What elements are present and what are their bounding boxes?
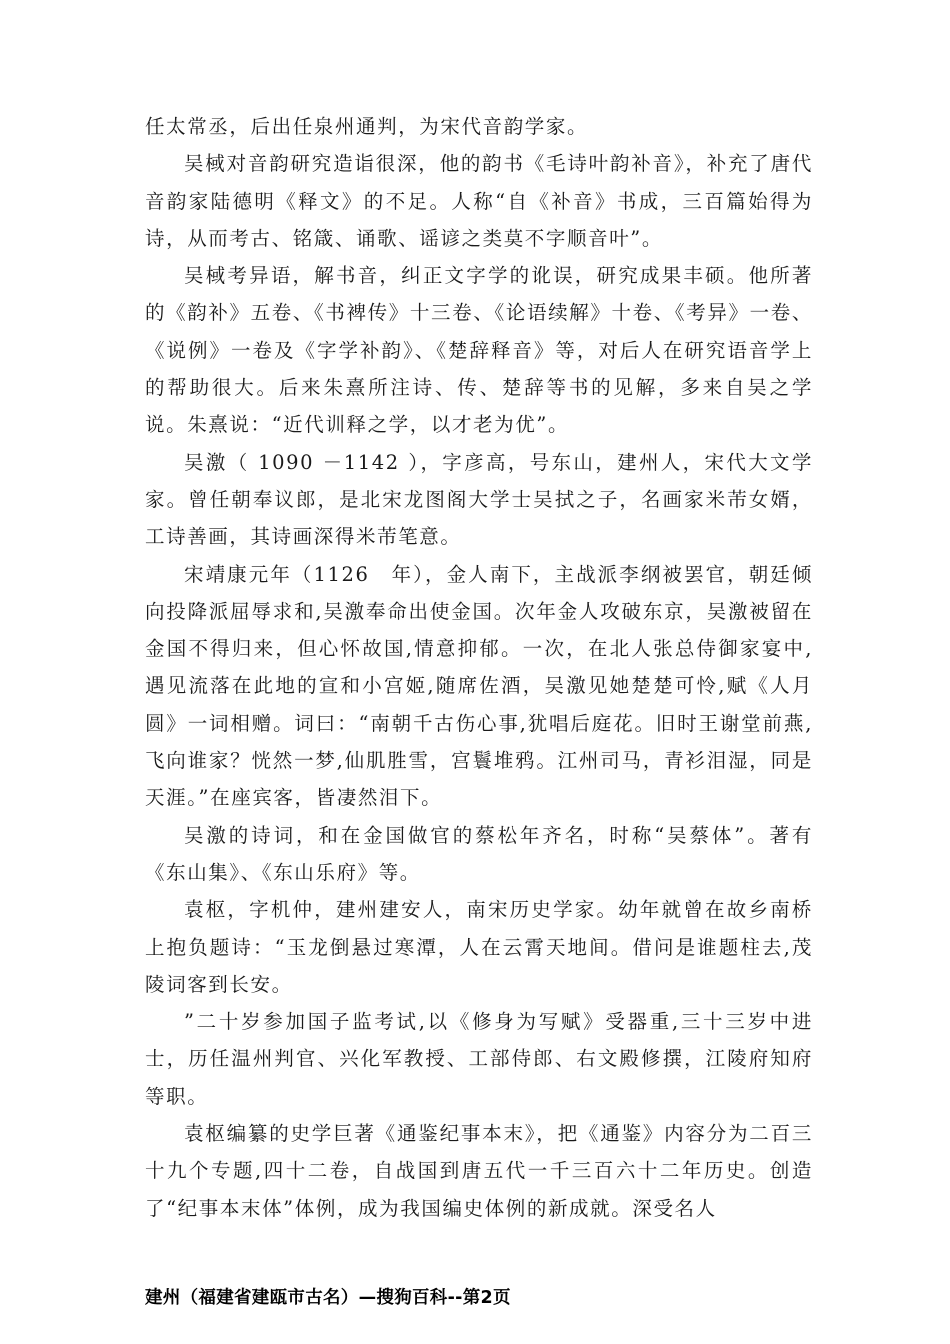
paragraph-yuan-shu-bio: 袁枢，字机仲，建州建安人，南宋历史学家。幼年就曾在故乡南桥上抱负题诗：“玉龙倒悬过寒潭，人在云霄天地间。借问是谁题柱去,茂陵词客到长安。	[145, 898, 813, 996]
paragraph-wu-yu-phonology: 吴棫对音韵研究造诣很深，他的韵书《毛诗叶韵补音》，补充了唐代音韵家陆德明《释文》的不足。人称“自《补音》书成，三百篇始得为诗，从而考古、铭箴、诵歌、谣谚之类莫不字顺音叶”。	[145, 152, 813, 250]
paragraph-wu-ji-bio: 吴激（ 1090 －1142 ），字彦高，号东山，建州人，宋代大文学家。曾任朝奉议郎，是北宋龙图阁大学士吴拭之子，名画家米芾女婿，工诗善画，其诗画深得米芾笔意。	[145, 450, 813, 549]
paragraph-continued: 任太常丞，后出任泉州通判，为宋代音韵学家。	[145, 115, 589, 138]
paragraph-wu-ji-jin: 宋靖康元年（1126 年），金人南下，主战派李纲被罢官，朝廷倾向投降派屈辱求和,吴激奉命出使金国。次年金人攻破东京，吴激被留在金国不得归来，但心怀故国,情意抑郁。一次，在北人张总侍御家宴中,遇见流落在此地的宣和小宫姬,随席佐酒，吴激见她楚楚可怜,赋《人月圆》一词相赠。词曰：“南朝千古伤心事,犹唱后庭花。旧时王谢堂前燕,飞向谁家？恍然一梦,仙肌胜雪，宫鬟堆鸦。江州司马，青衫泪湿，同是天涯。”在座宾客，皆凄然泪下。	[145, 562, 813, 810]
paragraph-wu-yu-works: 吴棫考异语，解书音，纠正文字学的讹误，研究成果丰硕。他所著的《韵补》五卷、《书裨传》十三卷、《论语续解》十卷、《考异》一卷、《说例》一卷及《字学补韵》、《楚辞释音》等，对后人在研究语音学上的帮助很大。后来朱熹所注诗、传、楚辞等书的见解，多来自吴之学说。朱熹说：“近代训释之学，以才老为优”。	[145, 264, 813, 437]
paragraph-yuan-shu-works: 袁枢编纂的史学巨著《通鉴纪事本末》，把《通鉴》内容分为二百三十九个专题,四十二卷，自战国到唐五代一千三百六十二年历史。创造了“纪事本末体”体例，成为我国编史体例的新成就。深受名人	[145, 1122, 813, 1220]
document-body	[145, 108, 813, 1227]
page-footer: 建州（福建省建瓯市古名）—搜狗百科--第2页	[145, 1288, 511, 1308]
paragraph-yuan-shu-career: ”二十岁参加国子监考试,以《修身为写赋》受器重,三十三岁中进士，历任温州判官、兴化军教授、工部侍郎、右文殿修撰，江陵府知府等职。	[145, 1010, 813, 1108]
paragraph-wu-cai-style: 吴激的诗词，和在金国做官的蔡松年齐名，时称“吴蔡体”。著有《东山集》、《东山乐府》等。	[145, 823, 813, 884]
